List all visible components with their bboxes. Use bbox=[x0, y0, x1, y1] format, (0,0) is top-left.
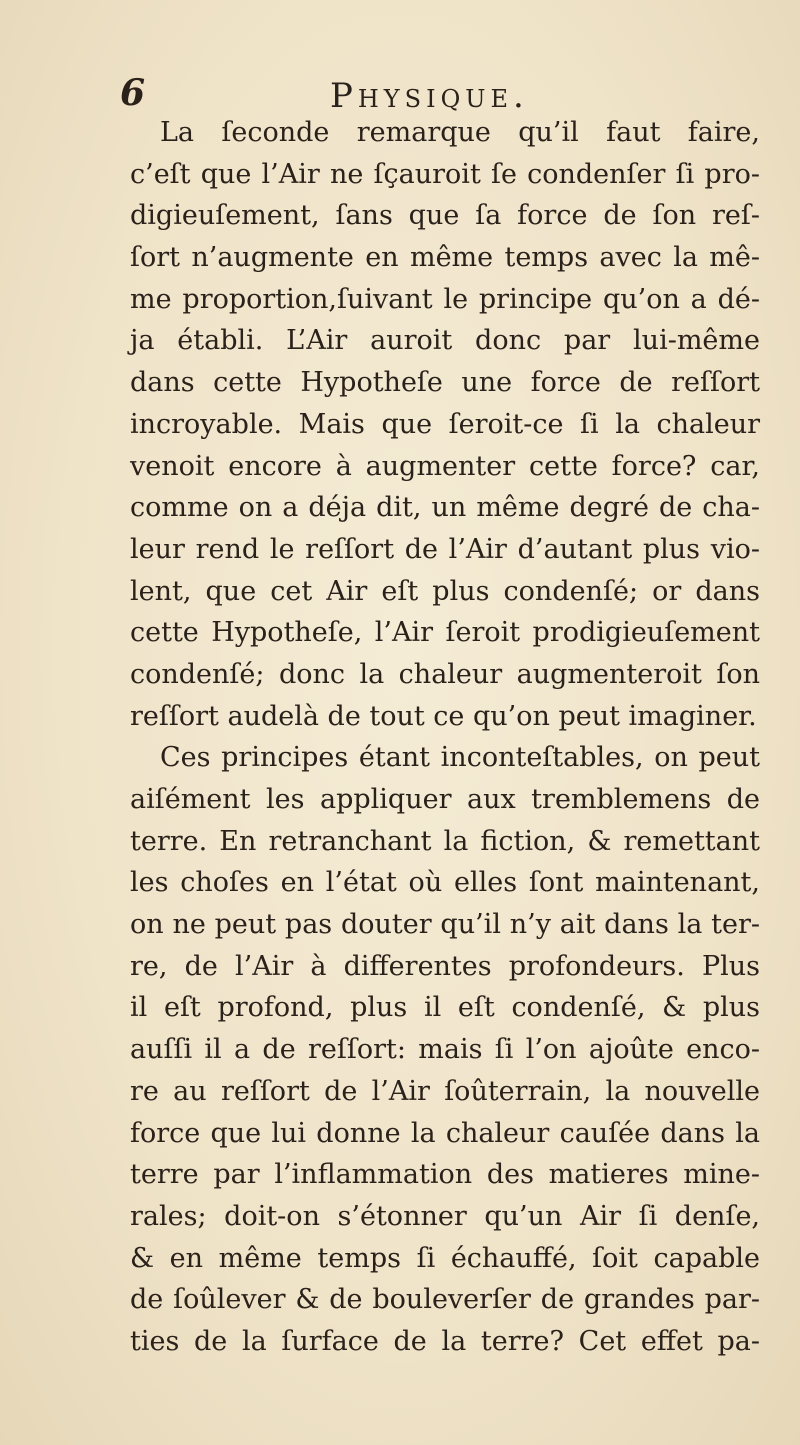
text-line: de ſoûlever & de bouleverſer de grandes par- bbox=[130, 1284, 760, 1316]
text-line: c’eſt que l’Air ne ſçauroit ſe condenſer ſi pro- bbox=[130, 158, 760, 190]
text-line: aiſément les appliquer aux tremblemens de bbox=[130, 784, 760, 815]
text-line: re au reſſort de l’Air ſoûterrain, la nouvelle bbox=[130, 1075, 760, 1107]
text-line: dans cette Hypotheſe une force de reſſort bbox=[130, 367, 760, 399]
text-line: comme on a déja dit, un même degré de cha- bbox=[130, 492, 760, 524]
text-line: & en même temps ſi échauffé, ſoit capable bbox=[130, 1242, 760, 1274]
text-line: auſſi il a de reſſort: mais ſi l’on ajoûte enco- bbox=[130, 1034, 760, 1066]
text-line: on ne peut pas douter qu’il n’y ait dans la ter- bbox=[130, 909, 760, 941]
text-line: il eſt profond, plus il eſt condenſé, & plus bbox=[130, 992, 760, 1024]
text-line: digieuſement, ſans que ſa force de ſon reſ- bbox=[130, 200, 760, 232]
text-line: cette Hypotheſe, l’Air ſeroit prodigieuſement bbox=[130, 617, 760, 649]
body-text bbox=[130, 112, 760, 1363]
text-line: incroyable. Mais que ſeroit-ce ſi la chaleur bbox=[130, 408, 760, 440]
text-line: condenſé; donc la chaleur augmenteroit ſon bbox=[130, 658, 760, 690]
page-number: 6 bbox=[120, 72, 146, 114]
text-line: Ces principes étant inconteſtables, on peut bbox=[160, 742, 760, 774]
text-line: La ſeconde remarque qu’il faut faire, bbox=[160, 117, 760, 148]
text-line: les choſes en l’état où elles ſont maintenant, bbox=[130, 867, 760, 899]
text-line: lent, que cet Air eſt plus condenſé; or dans bbox=[130, 575, 760, 607]
text-line: force que lui donne la chaleur cauſée dans la bbox=[130, 1117, 760, 1149]
text-line: ſort n’augmente en même temps avec la mê- bbox=[130, 242, 760, 274]
text-line: ties de la ſurface de la terre? Cet effet pa- bbox=[130, 1325, 760, 1357]
text-line: reſſort audelà de tout ce qu’on peut imaginer. bbox=[130, 700, 757, 732]
text-line: rales; doit-on s’étonner qu’un Air ſi denſe, bbox=[130, 1200, 760, 1232]
text-line: me proportion,ſuivant le principe qu’on a dé- bbox=[130, 283, 760, 315]
text-line: leur rend le reſſort de l’Air d’autant plus vio- bbox=[130, 533, 760, 565]
running-title: Physique. bbox=[330, 76, 529, 116]
text-line: re, de l’Air à differentes profondeurs. Plus bbox=[130, 950, 760, 982]
text-line: terre par l’inflammation des matieres mine- bbox=[130, 1159, 760, 1191]
text-line: ja établi. L’Air auroit donc par lui-même bbox=[130, 325, 760, 357]
text-line: venoit encore à augmenter cette force? car, bbox=[130, 450, 760, 482]
text-line: terre. En retranchant la fiction, & remettant bbox=[130, 825, 760, 857]
